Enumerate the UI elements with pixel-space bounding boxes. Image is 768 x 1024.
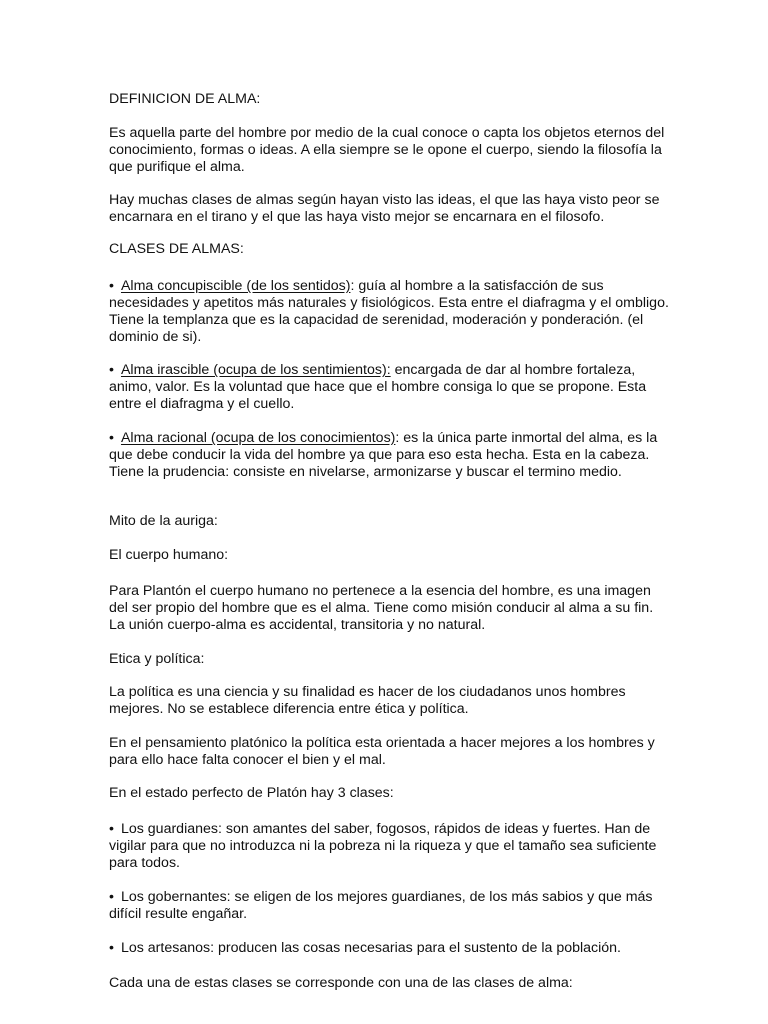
paragraph-etica-2: En el pensamiento platónico la política esta orientada a hacer mejores a los hombres y para ello hace falta conocer el bien y el mal. bbox=[109, 735, 655, 768]
text-guardianes: Los guardianes: son amantes del saber, fogosos, rápidos de ideas y fuertes. Han de vigilar para que no introduzca ni la pobreza ni la riqueza y que el tamaño sea suficiente para todos. bbox=[109, 821, 657, 871]
bullet-item-alma-concupiscible bbox=[109, 278, 669, 346]
paragraph-cierre: Cada una de estas clases se corresponde con una de las clases de alma: bbox=[109, 975, 573, 991]
heading-definicion-alma: DEFINICION DE ALMA: bbox=[109, 91, 261, 107]
paragraph-definicion: Es aquella parte del hombre por medio de la cual conoce o capta los objetos eternos del conocimiento, formas o ideas. A ella siempre se le opone el cuerpo, siendo la filosofía la que purifique el alma. bbox=[109, 125, 665, 175]
paragraph-clases-almas: Hay muchas clases de almas según hayan visto las ideas, el que las haya visto peor se encarnara en el tirano y el que las haya visto mejor se encarnara en el filosofo. bbox=[109, 192, 660, 225]
text-alma-irascible: encargada de dar al hombre fortaleza, animo, valor. Es la voluntad que hace que el hombre consiga lo que se propone. Esta entre el diafragma y el cuello. bbox=[109, 362, 647, 412]
bullet-icon: • bbox=[109, 362, 114, 378]
bullet-item-gobernantes bbox=[109, 889, 669, 923]
heading-etica-politica: Etica y política: bbox=[109, 651, 205, 667]
paragraph-etica-1: La política es una ciencia y su finalidad es hacer de los ciudadanos unos hombres mejores. No se establece diferencia entre ética y política. bbox=[109, 684, 626, 717]
bullet-icon: • bbox=[109, 821, 114, 837]
bullet-item-alma-irascible bbox=[109, 362, 669, 413]
bullet-icon: • bbox=[109, 278, 114, 294]
bullet-item-alma-racional bbox=[109, 430, 669, 481]
text-gobernantes: Los gobernantes: se eligen de los mejores guardianes, de los más sabios y que más difícil resulte engañar. bbox=[109, 889, 653, 922]
bullet-item-guardianes bbox=[109, 821, 669, 872]
text-alma-racional: : es la única parte inmortal del alma, es la que debe conducir la vida del hombre ya que para eso esta hecha. Esta en la cabeza. Tiene la prudencia: consiste en nivelarse, armonizarse y buscar el termino medio. bbox=[109, 430, 658, 480]
text-alma-concupiscible: : guía al hombre a la satisfacción de sus necesidades y apetitos más naturales y fisiológicos. Esta entre el diafragma y el ombligo. Tiene la templanza que es la capacidad de serenidad, moderación y ponderación. (el dominio de si). bbox=[109, 278, 669, 345]
bullet-icon: • bbox=[109, 940, 114, 956]
heading-clases-almas: CLASES DE ALMAS: bbox=[109, 241, 244, 257]
paragraph-estado-intro: En el estado perfecto de Platón hay 3 clases: bbox=[109, 785, 394, 801]
term-alma-racional: Alma racional (ocupa de los conocimientos) bbox=[120, 430, 396, 446]
paragraph-cuerpo-humano: Para Plantón el cuerpo humano no pertenece a la esencia del hombre, es una imagen del ser propio del hombre que es el alma. Tiene como misión conducir al alma a su fin. La unión cuerpo-alma es accidental, transitoria y no natural. bbox=[109, 583, 654, 633]
term-alma-concupiscible: Alma concupiscible (de los sentidos) bbox=[120, 278, 351, 294]
term-alma-irascible: Alma irascible (ocupa de los sentimientos): bbox=[120, 362, 391, 378]
heading-mito-auriga: Mito de la auriga: bbox=[109, 513, 218, 529]
heading-cuerpo-humano: El cuerpo humano: bbox=[109, 547, 229, 563]
bullet-icon: • bbox=[109, 430, 114, 446]
text-artesanos: Los artesanos: producen las cosas necesarias para el sustento de la población. bbox=[120, 940, 621, 956]
bullet-icon: • bbox=[109, 889, 114, 905]
bullet-item-artesanos bbox=[109, 940, 669, 957]
